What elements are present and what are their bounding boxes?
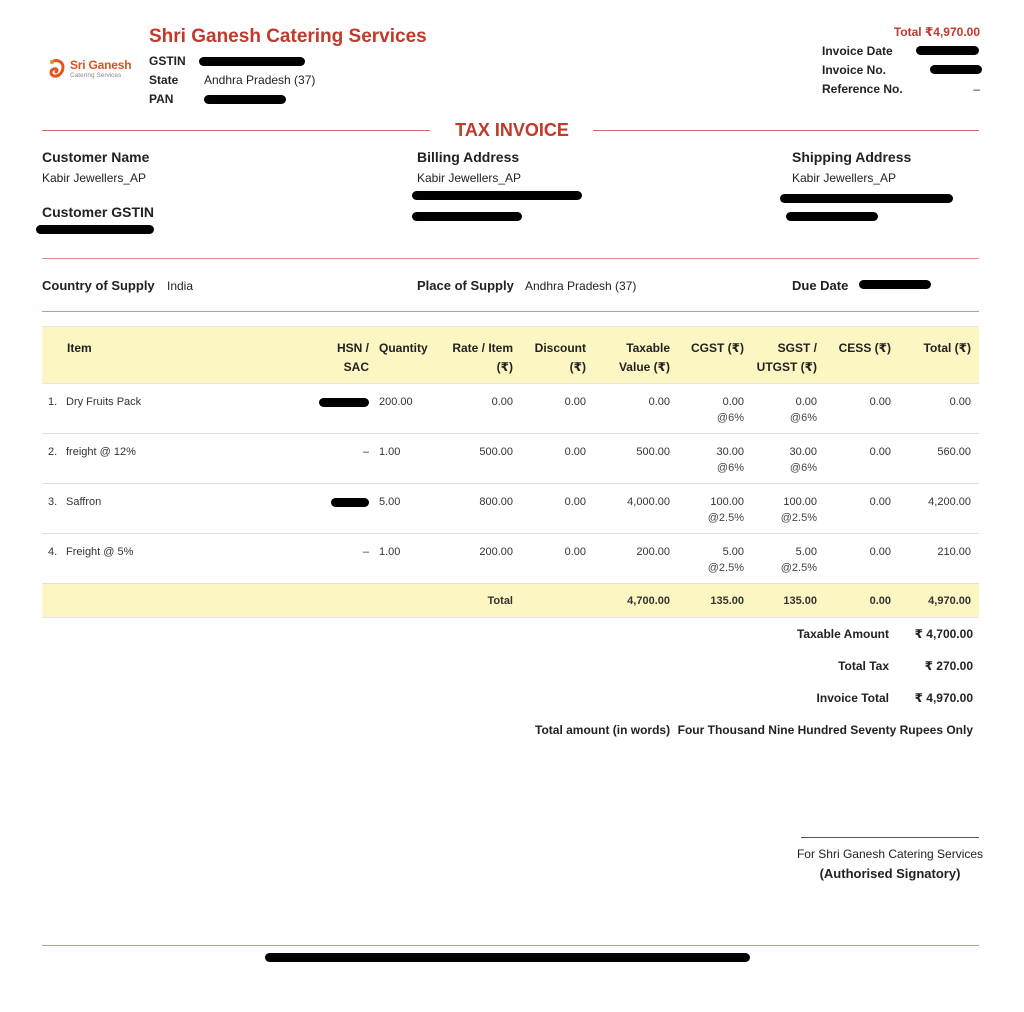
country-of-supply: India — [167, 279, 194, 293]
total-taxable: 4,700.00 — [586, 584, 670, 618]
table-total-row — [42, 584, 979, 618]
col-item: Item — [42, 327, 272, 384]
invoice-total-label: Invoice Total — [816, 691, 889, 705]
state-value: Andhra Pradesh (37) — [204, 73, 316, 87]
total-cess: 0.00 — [817, 584, 891, 618]
due-date-label: Due Date — [792, 278, 849, 293]
redacted-gstin — [199, 57, 305, 66]
total-tax-label: Total Tax — [838, 659, 889, 673]
col-rate: Rate / Item (₹) — [435, 327, 513, 384]
items-table — [42, 326, 979, 618]
table-row: 1. Dry Fruits Pack 200.00 0.00 0.00 0.00 0.00 @6% 0.00 @6% 0.00 0.00 — [42, 384, 979, 434]
redacted-customer-gstin — [36, 225, 154, 234]
reference-no-value: – — [973, 82, 980, 96]
redacted-footer-address — [265, 953, 750, 962]
redacted-invoice-no — [930, 65, 982, 74]
col-hsn: HSN / SAC — [272, 327, 369, 384]
header-total: Total ₹4,970.00 — [893, 25, 980, 39]
item-name: Dry Fruits Pack — [66, 396, 142, 408]
total-amount: 4,970.00 — [891, 584, 979, 618]
divider — [42, 258, 979, 259]
signature-line — [801, 837, 979, 838]
total-sgst: 135.00 — [744, 584, 817, 618]
customer-gstin-label: Customer GSTIN — [42, 204, 155, 220]
taxable-amount: ₹ 4,700.00 — [914, 627, 973, 641]
place-of-supply-label: Place of Supply — [417, 278, 514, 293]
table-header-row — [42, 327, 979, 384]
redacted-shipping-line1 — [780, 194, 953, 203]
redacted-due-date — [859, 280, 931, 289]
total-label: Total — [435, 584, 513, 618]
footer-divider — [42, 945, 979, 946]
col-cgst: CGST (₹) — [670, 327, 744, 384]
invoice-total: ₹ 4,970.00 — [914, 691, 973, 705]
amount-in-words: Four Thousand Nine Hundred Seventy Rupees Only — [677, 723, 973, 737]
logo-subtitle: Catering Services — [70, 72, 122, 79]
hsn-cell — [272, 484, 369, 534]
invoice-date-label: Invoice Date — [822, 44, 893, 58]
billing-name: Kabir Jewellers_AP — [417, 171, 522, 185]
customer-name-label: Customer Name — [42, 149, 150, 165]
gstin-label: GSTIN — [149, 54, 186, 68]
state-label: State — [149, 73, 179, 87]
authorised-signatory: (Authorised Signatory) — [819, 866, 961, 881]
billing-address-label: Billing Address — [417, 149, 520, 165]
amount-in-words-label: Total amount (in words) — [535, 723, 671, 737]
shipping-address-label: Shipping Address — [792, 149, 912, 165]
col-discount: Discount (₹) — [513, 327, 586, 384]
item-name: Freight @ 5% — [66, 546, 134, 558]
customer-name: Kabir Jewellers_AP — [42, 171, 147, 185]
ganesh-logo-icon — [48, 59, 66, 79]
item-name: Saffron — [66, 496, 102, 508]
redacted-invoice-date — [916, 46, 979, 55]
total-cgst: 135.00 — [670, 584, 744, 618]
hsn-cell — [272, 384, 369, 434]
table-row: 2. freight @ 12% – 1.00 500.00 0.00 500.00 30.00 @6% 30.00 @6% 0.00 560.00 — [42, 434, 979, 484]
shipping-name: Kabir Jewellers_AP — [792, 171, 897, 185]
company-name: Shri Ganesh Catering Services — [149, 26, 427, 47]
redacted-billing-line2 — [412, 212, 522, 221]
divider — [42, 311, 979, 312]
document-title: TAX INVOICE — [0, 120, 1024, 141]
col-total: Total (₹) — [891, 327, 979, 384]
invoice-no-label: Invoice No. — [822, 63, 887, 77]
col-sgst: SGST / UTGST (₹) — [744, 327, 817, 384]
company-logo — [46, 56, 136, 82]
taxable-amount-label: Taxable Amount — [796, 627, 889, 641]
col-taxable-value: Taxable Value (₹) — [586, 327, 670, 384]
reference-no-label: Reference No. — [822, 82, 903, 96]
redacted-shipping-line2 — [786, 212, 878, 221]
place-of-supply: Andhra Pradesh (37) — [525, 279, 637, 293]
pan-label: PAN — [149, 92, 174, 106]
logo-name: Sri Ganesh — [70, 58, 132, 72]
redacted-pan — [204, 95, 286, 104]
signature-for: For Shri Ganesh Catering Services — [796, 847, 984, 861]
col-quantity: Quantity — [369, 327, 435, 384]
redacted-billing-line1 — [412, 191, 582, 200]
table-row: 4. Freight @ 5% – 1.00 200.00 0.00 200.00 5.00 @2.5% 5.00 @2.5% 0.00 210.00 — [42, 534, 979, 584]
item-name: freight @ 12% — [66, 446, 136, 458]
country-of-supply-label: Country of Supply — [42, 278, 155, 293]
total-tax: ₹ 270.00 — [924, 659, 973, 673]
table-row: 3. Saffron 5.00 800.00 0.00 4,000.00 100.00 @2.5% 100.00 @2.5% 0.00 4,200.00 — [42, 484, 979, 534]
col-cess: CESS (₹) — [817, 327, 891, 384]
